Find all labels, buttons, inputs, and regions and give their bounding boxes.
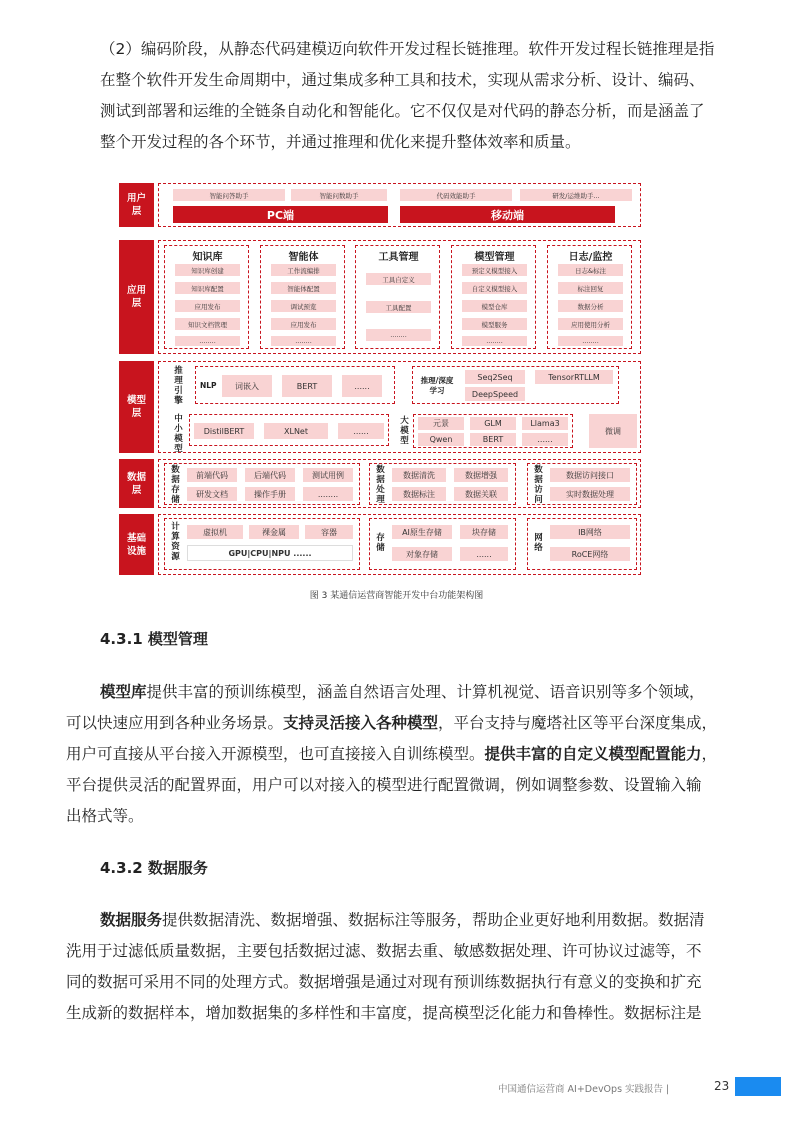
infra-layer (119, 514, 641, 575)
network-item: IB网络 (550, 525, 630, 539)
assistant-devops: 研发/运维助手... (520, 189, 632, 201)
dl-item: DeepSpeed (465, 387, 525, 401)
finetune-box: 微调 (589, 414, 637, 448)
app-column-model-mgmt (451, 245, 536, 349)
compute-label: 计算资源 (171, 522, 180, 562)
large-model-item: 元景 (418, 417, 464, 430)
column-item: 知识文档管理 (175, 318, 240, 330)
column-title: 工具管理 (378, 252, 419, 263)
data-storage-group (164, 463, 360, 505)
app-column-agent (260, 245, 345, 349)
app-column-tools (355, 245, 440, 349)
data-processing-item: 数据清洗 (392, 468, 446, 482)
large-model-group (413, 414, 573, 448)
page-number: 23 (714, 1079, 730, 1093)
large-model-item: BERT (470, 433, 516, 446)
app-layer-label: 应用层 (119, 240, 154, 354)
dl-group (412, 366, 619, 404)
footer-report-title: 中国通信运营商 AI+DevOps 实践报告 | (498, 1084, 670, 1095)
infra-layer-label: 基础设施 (119, 514, 154, 575)
data-access-group (527, 463, 637, 505)
model-management-paragraph (66, 677, 730, 832)
mobile-client-bar: 移动端 (400, 206, 615, 223)
column-title: 智能体 (288, 252, 319, 263)
footer-accent-bar (735, 1077, 781, 1096)
bold-phrase: 数据服务 (100, 911, 163, 929)
compute-item: 容器 (305, 525, 353, 539)
column-item: ........ (462, 336, 527, 346)
column-item: 知识库创建 (175, 264, 240, 276)
data-access-item: 实时数据处理 (550, 487, 630, 501)
column-item: ........ (271, 336, 336, 346)
architecture-diagram (119, 183, 641, 575)
model-layer (119, 361, 641, 453)
network-group (527, 518, 637, 570)
assistant-qa: 智能问答助手 (173, 189, 285, 201)
compute-group (164, 518, 360, 570)
column-item: 预定义模型接入 (462, 264, 527, 276)
storage-group (369, 518, 516, 570)
bold-phrase: 模型库 (100, 683, 147, 701)
dl-label-text: 推理/深度学习 (420, 376, 454, 395)
data-service-paragraph (66, 905, 730, 1029)
column-title: 知识库 (192, 252, 223, 263)
data-storage-item: 研发文档 (187, 487, 237, 501)
text-run: 提供丰富的预训练模型，涵盖自然语言处理、计算机视觉、语音识别等多个领域， (146, 683, 705, 701)
intro-paragraph (66, 34, 730, 158)
column-item: 工作流编排 (271, 264, 336, 276)
section-heading-model-management: 4.3.1 模型管理 (100, 630, 208, 648)
app-layer (119, 240, 641, 354)
pc-client-bar: PC端 (173, 206, 388, 223)
user-layer-label: 用户层 (119, 183, 154, 227)
storage-item: AI原生存储 (392, 525, 452, 539)
app-column-knowledge (164, 245, 249, 349)
column-item: 应用发布 (175, 300, 240, 312)
data-storage-item: ........ (303, 487, 353, 501)
column-item: ........ (558, 336, 623, 346)
data-access-item: 数据访问接口 (550, 468, 630, 482)
compute-item: 虚拟机 (187, 525, 243, 539)
data-storage-item: 操作手册 (245, 487, 295, 501)
data-access-label: 数据访问 (534, 465, 543, 505)
assistant-data: 智能问数助手 (291, 189, 387, 201)
nlp-label: NLP (200, 381, 217, 390)
assistant-code: 代码效能助手 (400, 189, 512, 201)
compute-item: 裸金属 (249, 525, 299, 539)
dl-label (417, 376, 457, 396)
small-model-item: ...... (338, 423, 384, 439)
data-processing-group (369, 463, 516, 505)
intro-line: 在整个软件开发生命周期中，通过集成多种工具和技术，实现从需求分析、设计、编码、 (100, 71, 705, 89)
intro-line: 整个开发过程的各个环节，并通过推理和优化来提升整体效率和质量。 (100, 133, 581, 151)
app-layer-body (158, 240, 641, 354)
large-model-item: Llama3 (522, 417, 568, 430)
column-item: 模型服务 (462, 318, 527, 330)
data-storage-item: 测试用例 (303, 468, 353, 482)
large-model-label: 大模型 (400, 416, 409, 446)
column-item: 应用发布 (271, 318, 336, 330)
text-run: 洗用于过滤低质量数据，主要包括数据过滤、数据去重、敏感数据处理、许可协议过滤等，不 (66, 942, 702, 960)
compute-hardware: GPU|CPU|NPU ...... (187, 545, 353, 561)
small-model-item: DistilBERT (194, 423, 254, 439)
intro-line: 测试到部署和运维的全链条自动化和智能化。它不仅仅是对代码的静态分析，而是涵盖了 (100, 102, 705, 120)
large-model-item: Qwen (418, 433, 464, 446)
nlp-item: 词嵌入 (222, 375, 272, 397)
column-item: 标注回复 (558, 282, 623, 294)
text-run: 平台提供灵活的配置界面，用户可以对接入的模型进行配置微调，例如调整参数、设置输入输 (66, 776, 702, 794)
network-label: 网络 (534, 533, 543, 553)
storage-item: ...... (460, 547, 508, 561)
data-storage-item: 前端代码 (187, 468, 237, 482)
bold-phrase: 提供丰富的自定义模型配置能力 (484, 745, 702, 763)
column-item: 工具配置 (366, 301, 431, 313)
small-model-group (189, 414, 389, 446)
text-run: 可以快速应用到各种业务场景。 (66, 714, 284, 732)
column-title: 模型管理 (474, 252, 515, 263)
text-run: 生成新的数据样本，增加数据集的多样性和丰富度，提高模型泛化能力和鲁棒性。数据标注是 (66, 1004, 702, 1022)
engine-label: 推理引擎 (174, 366, 183, 406)
text-run: 用户可直接从平台接入开源模型，也可直接接入自训练模型。 (66, 745, 485, 763)
nlp-item: ...... (342, 375, 382, 397)
intro-line: （2）编码阶段，从静态代码建模迈向软件开发过程长链推理。软件开发过程长链推理是指 (100, 40, 715, 58)
data-storage-item: 后端代码 (245, 468, 295, 482)
data-processing-item: 数据关联 (454, 487, 508, 501)
text-run: ，平台支持与魔塔社区等平台深度集成， (438, 714, 718, 732)
app-column-monitoring (547, 245, 632, 349)
text-run: 同的数据可采用不同的处理方式。数据增强是通过对现有预训练数据执行有意义的变换和扩充 (66, 973, 702, 991)
column-item: 自定义模型接入 (462, 282, 527, 294)
text-run: ， (701, 745, 718, 763)
large-model-item: GLM (470, 417, 516, 430)
data-layer-label: 数据层 (119, 459, 154, 508)
figure-caption: 图 3 某通信运营商智能开发中台功能架构图 (309, 591, 484, 601)
infra-layer-body (158, 514, 641, 575)
column-item: 模型仓库 (462, 300, 527, 312)
data-layer (119, 459, 641, 508)
column-item: 知识库配置 (175, 282, 240, 294)
small-model-item: XLNet (264, 423, 328, 439)
storage-label: 存储 (376, 533, 385, 553)
network-item: RoCE网络 (550, 547, 630, 561)
data-processing-item: 数据标注 (392, 487, 446, 501)
model-layer-label: 模型层 (119, 361, 154, 453)
data-layer-body (158, 459, 641, 508)
section-heading-data-service: 4.3.2 数据服务 (100, 859, 208, 877)
column-item: 应用使用分析 (558, 318, 623, 330)
column-item: 工具自定义 (366, 273, 431, 285)
column-item: ........ (366, 329, 431, 341)
small-model-label: 中小模型 (174, 414, 183, 454)
storage-item: 对象存储 (392, 547, 452, 561)
data-processing-label: 数据处理 (376, 465, 385, 505)
data-processing-item: 数据增强 (454, 468, 508, 482)
column-item: 调试预览 (271, 300, 336, 312)
text-run: 提供数据清洗、数据增强、数据标注等服务，帮助企业更好地利用数据。数据清 (162, 911, 705, 929)
model-layer-body (158, 361, 641, 453)
dl-item: TensorRTLLM (535, 370, 613, 384)
nlp-item: BERT (282, 375, 332, 397)
dl-item: Seq2Seq (465, 370, 525, 384)
user-layer (119, 183, 641, 227)
column-title: 日志/监控 (568, 252, 613, 263)
bold-phrase: 支持灵活接入各种模型 (283, 714, 439, 732)
column-item: 日志&标注 (558, 264, 623, 276)
nlp-group (195, 366, 395, 404)
column-item: 智能体配置 (271, 282, 336, 294)
column-item: ........ (175, 336, 240, 346)
user-layer-body (158, 183, 641, 227)
storage-item: 块存储 (460, 525, 508, 539)
text-run: 出格式等。 (66, 807, 144, 825)
column-item: 数据分析 (558, 300, 623, 312)
large-model-item: ...... (522, 433, 568, 446)
data-storage-label: 数据存储 (171, 465, 180, 505)
